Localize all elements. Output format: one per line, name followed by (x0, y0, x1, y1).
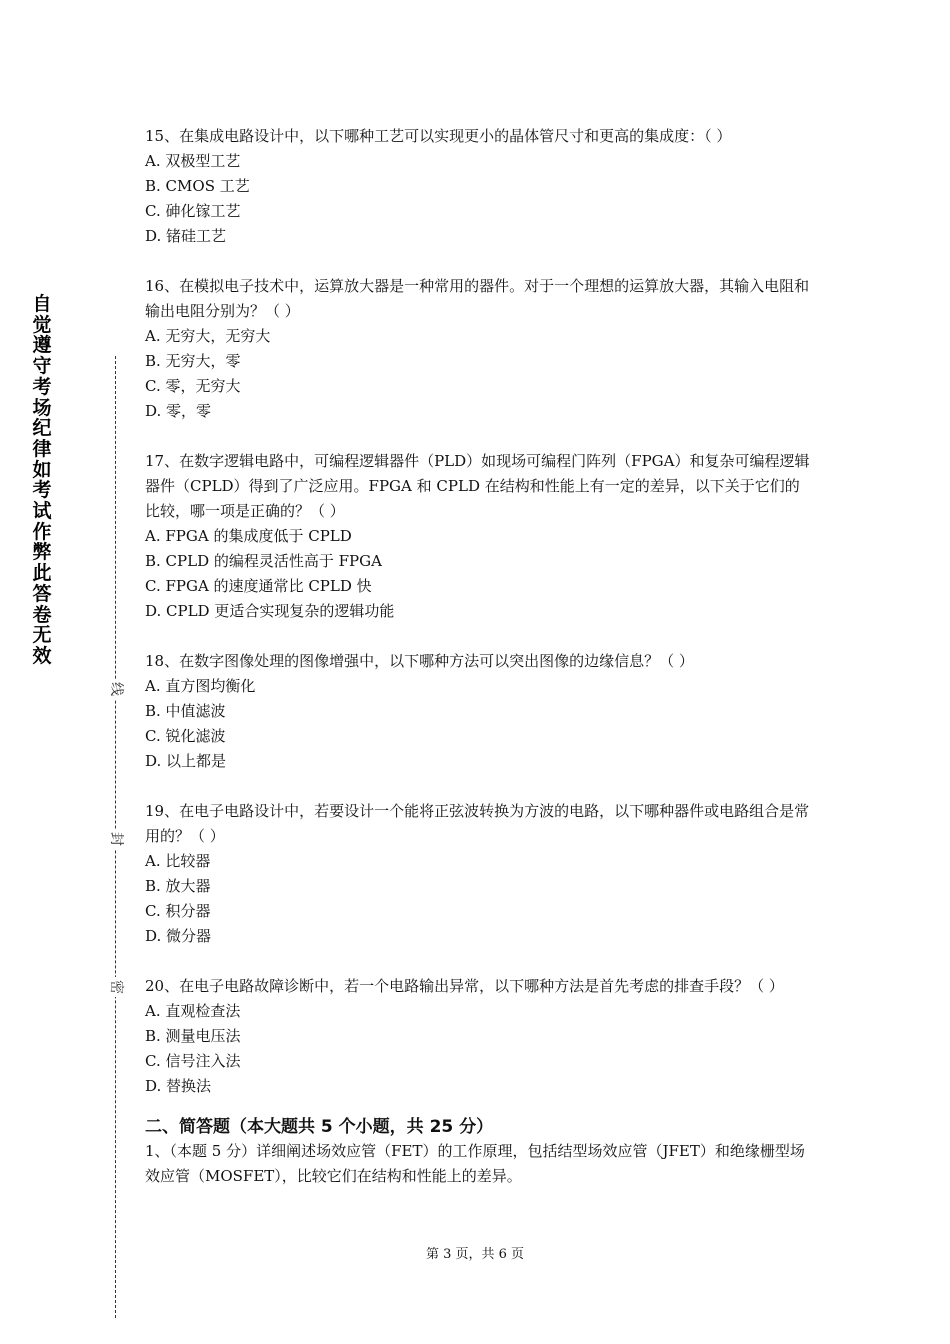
exam-content (145, 124, 810, 1189)
question-20 (145, 974, 810, 1099)
question-stem: 17、在数字逻辑电路中，可编程逻辑器件（PLD）如现场可编程门阵列（FPGA）和复杂可编程逻辑器件（CPLD）得到了广泛应用。FPGA 和 CPLD 在结构和性能上有一定的差异，以下关于它们的比较，哪一项是正确的？（ ） (145, 452, 810, 520)
question-17 (145, 449, 810, 624)
option-d: D. CPLD 更适合实现复杂的逻辑功能 (145, 602, 395, 620)
option-a: A. 双极型工艺 (145, 152, 241, 170)
option-b: B. CPLD 的编程灵活性高于 FPGA (145, 552, 382, 570)
option-c: C. 积分器 (145, 902, 211, 920)
option-a: A. 直观检查法 (145, 1002, 241, 1020)
option-c: C. FPGA 的速度通常比 CPLD 快 (145, 577, 372, 595)
option-c: C. 信号注入法 (145, 1052, 241, 1070)
option-d: D. 零，零 (145, 402, 212, 420)
option-a: A. FPGA 的集成度低于 CPLD (145, 527, 352, 545)
binding-char-secret: 密 (106, 977, 126, 997)
option-c: C. 零，无穷大 (145, 377, 241, 395)
binding-char-seal: 封 (106, 829, 126, 849)
option-b: B. 无穷大，零 (145, 352, 241, 370)
question-18 (145, 649, 810, 774)
option-c: C. 砷化镓工艺 (145, 202, 241, 220)
section-title-short-answer: 二、简答题（本大题共 5 个小题，共 25 分） (145, 1117, 494, 1137)
option-d: D. 微分器 (145, 927, 212, 945)
option-b: B. 测量电压法 (145, 1027, 241, 1045)
option-b: B. 中值滤波 (145, 702, 226, 720)
option-d: D. 锗硅工艺 (145, 227, 227, 245)
short-answer-question-1: 1、（本题 5 分）详细阐述场效应管（FET）的工作原理，包括结型场效应管（JFET）和绝缘栅型场效应管（MOSFET），比较它们在结构和性能上的差异。 (145, 1142, 805, 1185)
question-stem: 16、在模拟电子技术中，运算放大器是一种常用的器件。对于一个理想的运算放大器，其输入电阻和输出电阻分别为？（ ） (145, 277, 810, 320)
option-a: A. 比较器 (145, 852, 211, 870)
option-b: B. 放大器 (145, 877, 211, 895)
question-stem: 15、在集成电路设计中，以下哪种工艺可以实现更小的晶体管尺寸和更高的集成度：（ ） (145, 127, 732, 145)
question-16 (145, 274, 810, 424)
question-stem: 18、在数字图像处理的图像增强中，以下哪种方法可以突出图像的边缘信息？（ ） (145, 652, 694, 670)
option-c: C. 锐化滤波 (145, 727, 226, 745)
page-number: 第 3 页，共 6 页 (425, 1247, 525, 1262)
option-b: B. CMOS 工艺 (145, 177, 250, 195)
option-a: A. 直方图均衡化 (145, 677, 256, 695)
question-19 (145, 799, 810, 949)
option-d: D. 以上都是 (145, 752, 227, 770)
question-stem: 19、在电子电路设计中，若要设计一个能将正弦波转换为方波的电路，以下哪种器件或电路组合是常用的？（ ） (145, 802, 810, 845)
question-stem: 20、在电子电路故障诊断中，若一个电路输出异常，以下哪种方法是首先考虑的排查手段？（ ） (145, 977, 784, 995)
binding-char-line: 线 (106, 679, 126, 699)
option-d: D. 替换法 (145, 1077, 212, 1095)
question-15 (145, 124, 810, 249)
option-a: A. 无穷大，无穷大 (145, 327, 271, 345)
exam-discipline-notice: 自觉遵守考场纪律如考试作弊此答卷无效 (32, 293, 52, 667)
